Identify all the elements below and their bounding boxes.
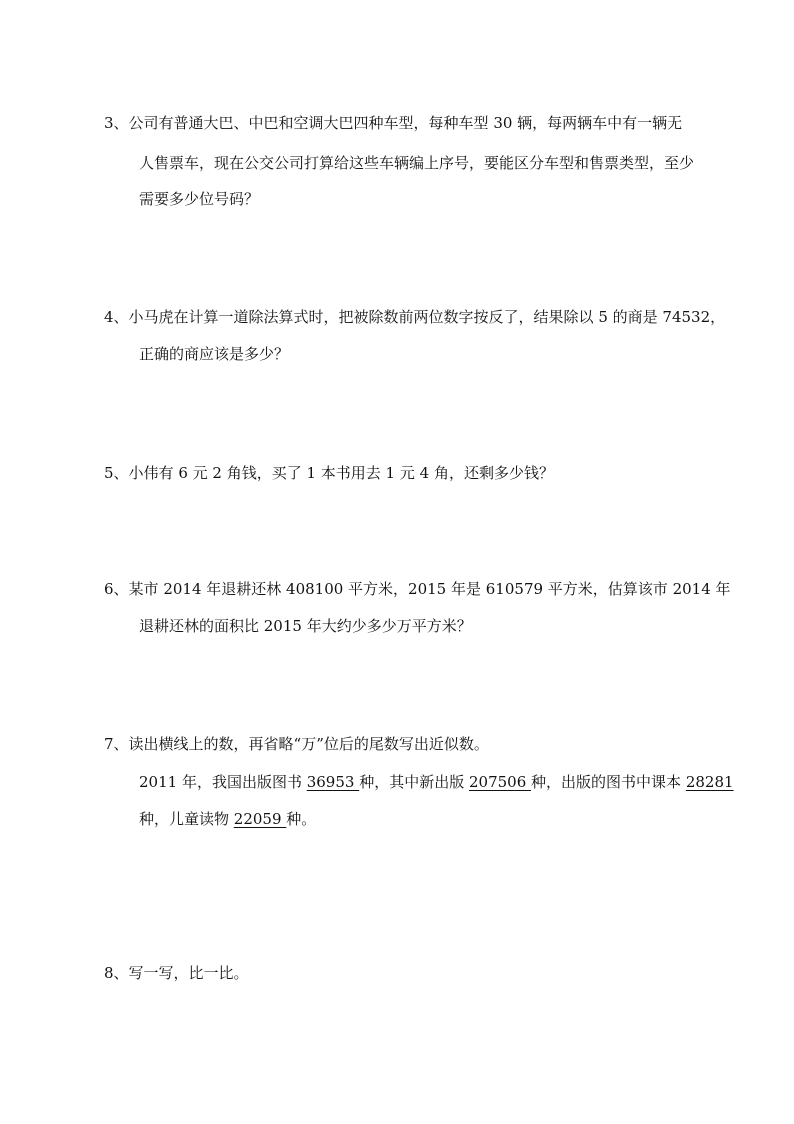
question-number: 8、	[104, 964, 129, 982]
question-number: 6、	[104, 580, 129, 598]
question-number: 4、	[104, 308, 129, 326]
question-8-line-1: 8、写一写，比一比。	[104, 964, 249, 982]
question-number: 5、	[104, 464, 129, 482]
question-4-line-1: 4、小马虎在计算一道除法算式时，把被除数前两位数字按反了，结果除以 5 的商是 74532，	[104, 308, 726, 326]
question-3-line-2: 人售票车，现在公交公司打算给这些车辆编上序号，要能区分车型和售票类型，至少	[139, 154, 695, 172]
question-6-line-1: 6、某市 2014 年退耕还林 408100 平方米，2015 年是 610579 平方米，估算该市 2014 年	[104, 580, 731, 598]
question-number: 7、	[104, 735, 129, 753]
underlined-number: 207506	[469, 773, 532, 791]
question-3-line-3: 需要多少位号码？	[139, 190, 260, 208]
underlined-number: 36953	[306, 773, 360, 791]
question-number: 3、	[104, 114, 129, 132]
question-7-body-line-2: 种，儿童读物 22059 种。	[139, 810, 317, 828]
question-6-line-2: 退耕还林的面积比 2015 年大约少多少万平方米？	[139, 617, 472, 635]
question-5-line-1: 5、小伟有 6 元 2 角钱，买了 1 本书用去 1 元 4 角，还剩多少钱？	[104, 464, 554, 482]
question-4-line-2: 正确的商应该是多少？	[139, 345, 290, 363]
underlined-number: 22059	[233, 810, 287, 828]
underlined-number: 28281	[685, 773, 734, 791]
question-7-line-1: 7、读出横线上的数，再省略“万”位后的尾数写出近似数。	[104, 735, 489, 753]
question-3-line-1: 3、公司有普通大巴、中巴和空调大巴四种车型，每种车型 30 辆，每两辆车中有一辆无	[104, 114, 683, 132]
question-7-body-line-1: 2011 年，我国出版图书 36953 种，其中新出版 207506 种，出版的图书中课本 28281	[139, 773, 734, 791]
